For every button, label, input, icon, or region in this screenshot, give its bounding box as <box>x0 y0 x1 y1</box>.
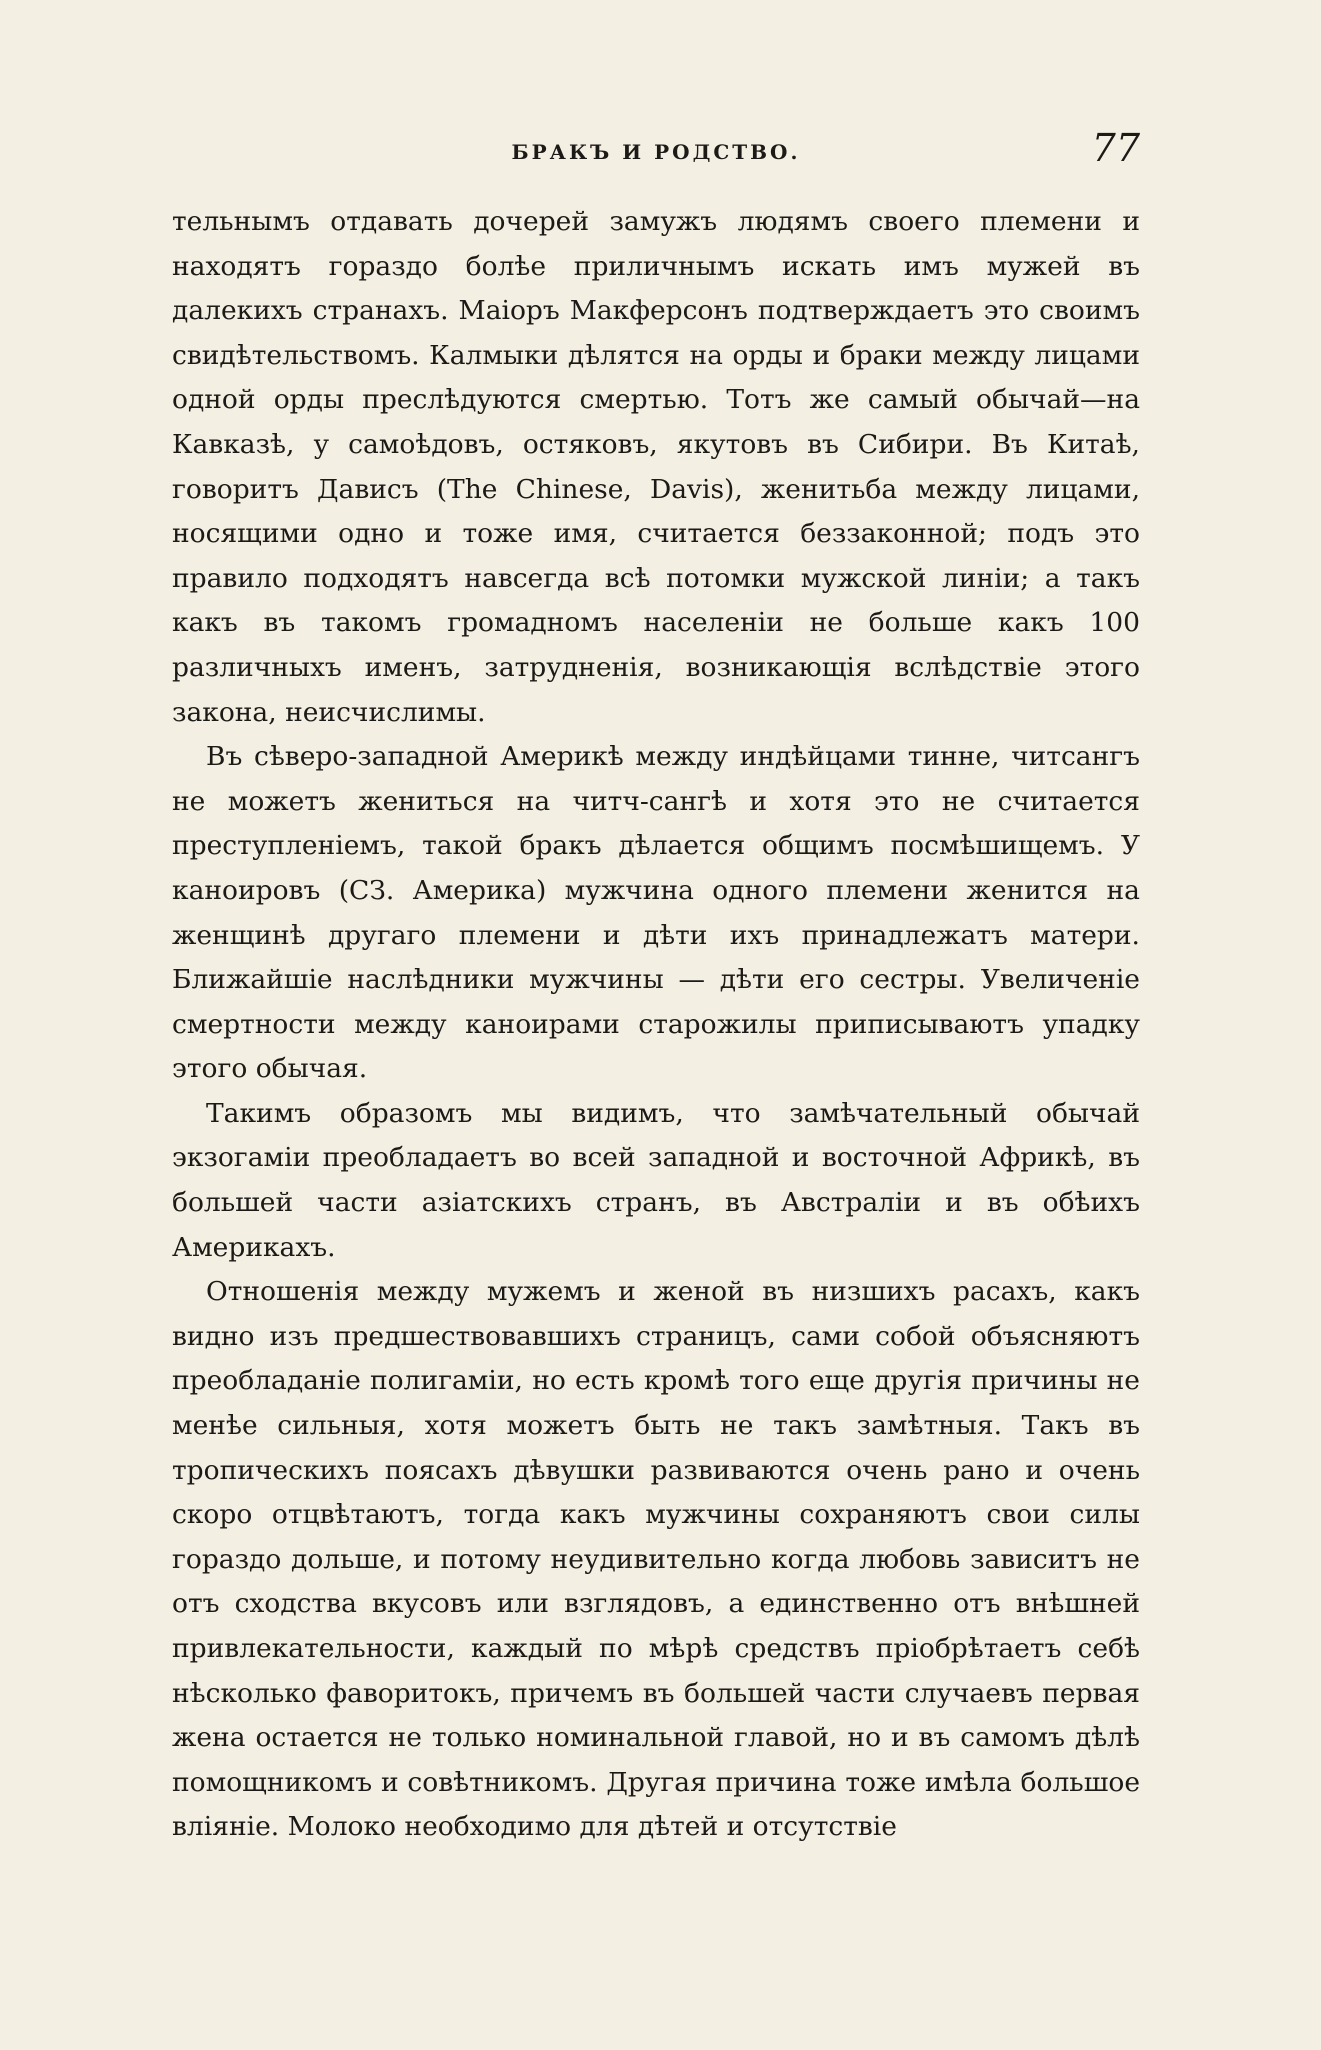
running-title: БРАКЪ И РОДСТВО. <box>511 140 801 164</box>
paragraph-continued: тельнымъ отдавать дочерей замужъ людямъ своего племени и находятъ гораздо болѣе приличнымъ искать имъ мужей въ далекихъ странахъ. Маіоръ Макферсонъ подтверждаетъ это своимъ свидѣтельствомъ. Калмыки дѣлятся на орды и браки между лицами одной орды преслѣдуются смертью. Тотъ же самый обычай—на Кавказѣ, у самоѣдовъ, остяковъ, якутовъ въ Сибири. Въ Китаѣ, говоритъ Дависъ (The Chinese, Davis), женитьба между лицами, носящими одно и тоже имя, считается беззаконной; подъ это правило подходятъ навсегда всѣ потомки мужской линіи; а такъ какъ въ такомъ громадномъ населеніи не больше какъ 100 различныхъ именъ, затрудненія, возникающія вслѣдствіе этого закона, неисчислимы. <box>172 206 1140 728</box>
page-body <box>172 200 1140 1850</box>
paragraph: Отношенія между мужемъ и женой въ низшихъ расахъ, какъ видно изъ предшествовавшихъ страницъ, сами собой объясняютъ преобладаніе полигаміи, но есть кромѣ того еще другія причины не менѣе сильныя, хотя можетъ быть не такъ замѣтныя. Такъ въ тропическихъ поясахъ дѣвушки развиваются очень рано и очень скоро отцвѣтаютъ, тогда какъ мужчины сохраняютъ свои силы гораздо дольше, и потому неудивительно когда любовь зависитъ не отъ сходства вкусовъ или взглядовъ, а единственно отъ внѣшней привлекательности, каждый по мѣрѣ средствъ пріобрѣтаетъ себѣ нѣсколько фаворитокъ, причемъ въ большей части случаевъ первая жена остается не только номинальной главой, но и въ самомъ дѣлѣ помощникомъ и совѣтникомъ. Другая причина тоже имѣла большое вліяніе. Молоко необходимо для дѣтей и отсутствіе <box>172 1276 1140 1843</box>
page-header <box>172 126 1140 176</box>
paragraph: Въ сѣверо-западной Америкѣ между индѣйцами тинне, читсангъ не можетъ жениться на читч-сангѣ и хотя это не считается преступленіемъ, такой бракъ дѣлается общимъ посмѣшищемъ. У каноировъ (СЗ. Америка) мужчина одного племени женится на женщинѣ другаго племени и дѣти ихъ принадлежатъ матери. Ближайшіе наслѣдники мужчины — дѣти его сестры. Увеличеніе смертности между каноирами старожилы приписываютъ упадку этого обычая. <box>172 741 1140 1085</box>
page-number: 77 <box>1091 126 1140 170</box>
paragraph: Такимъ образомъ мы видимъ, что замѣчательный обычай экзогаміи преобладаетъ во всей западной и восточной Африкѣ, въ большей части азіатскихъ странъ, въ Австраліи и въ обѣихъ Америкахъ. <box>172 1097 1140 1263</box>
